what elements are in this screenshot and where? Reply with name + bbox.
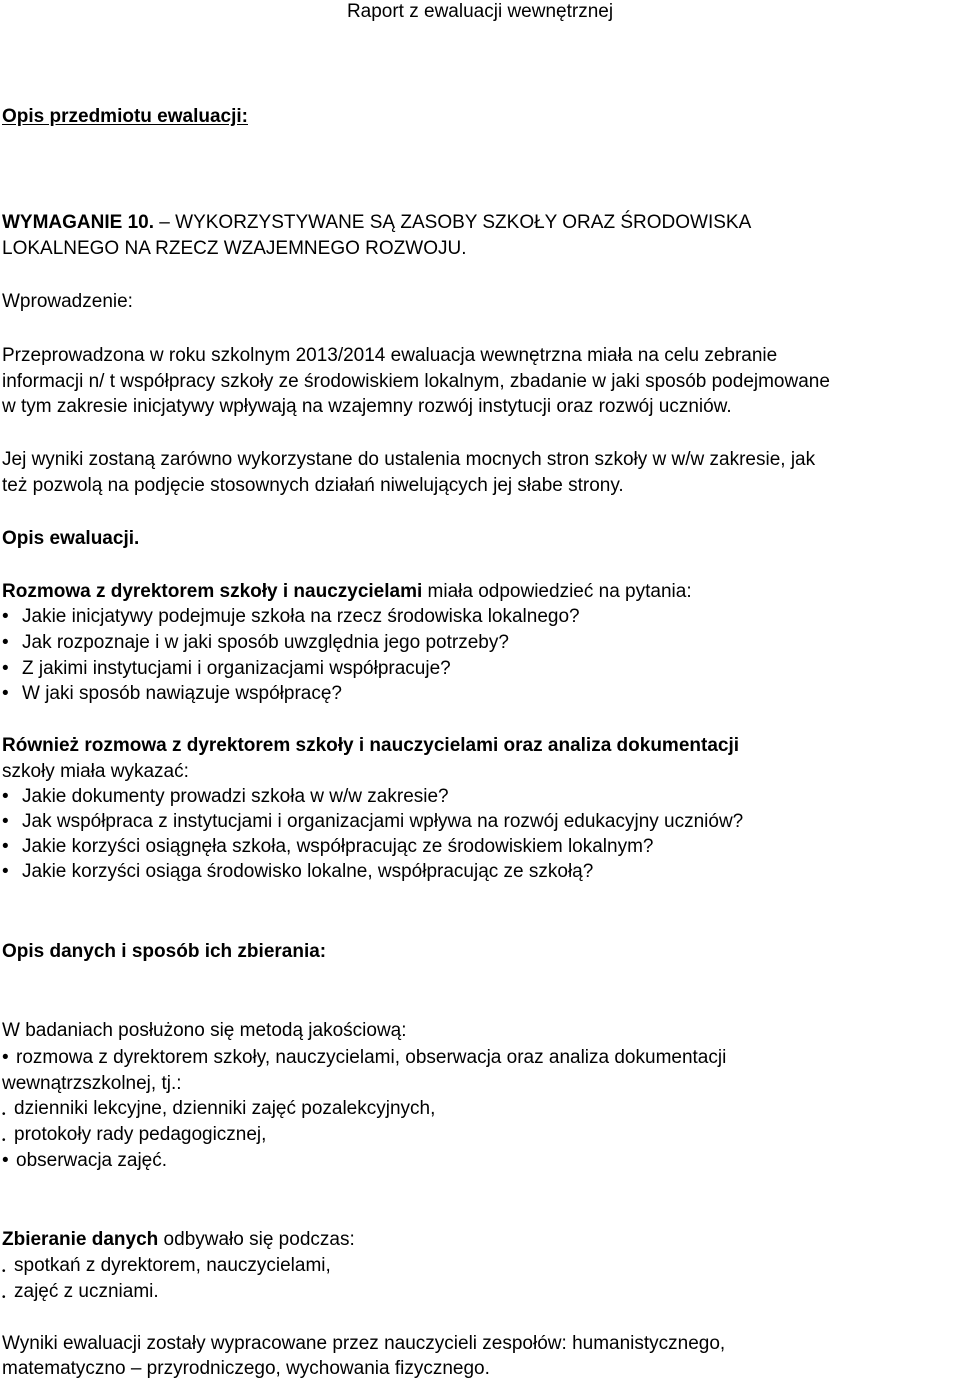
subject-heading: Opis przedmiotu ewaluacji: — [2, 106, 248, 127]
evaluation-block-1-intro — [2, 581, 692, 603]
bullet-icon: • — [2, 658, 9, 679]
bullet-icon: • — [2, 1135, 6, 1146]
intro-heading: Wprowadzenie: — [2, 291, 133, 312]
method-line-2: wewnątrzszkolnej, tj.: — [2, 1073, 182, 1094]
bullet-icon: • — [2, 632, 9, 653]
bullet-icon: • — [2, 786, 9, 807]
bullet-icon: • — [2, 1266, 6, 1277]
intro-paragraph-1-line-2: informacji n/ t współpracy szkoły ze środowiskiem lokalnym, zbadanie w jaki sposób podejmowane — [2, 371, 830, 392]
bullet-icon: • — [2, 836, 9, 857]
requirement-line-2: LOKALNEGO NA RZECZ WZAJEMNEGO ROZWOJU. — [2, 238, 467, 259]
intro-paragraph-2-line-2: też pozwolą na podjęcie stosownych działań niwelujących jej słabe strony. — [2, 475, 624, 496]
bullet-icon: • — [2, 606, 9, 627]
page-header-title: Raport z ewaluacji wewnętrznej — [346, 1, 614, 22]
evaluation-block-1-rest: miała odpowiedzieć na pytania: — [422, 581, 692, 602]
bullet-icon: • — [2, 861, 9, 882]
results-line-1: Wyniki ewaluacji zostały wypracowane przez nauczycieli zespołów: humanistycznego, — [2, 1333, 726, 1354]
intro-paragraph-2-line-1: Jej wyniki zostaną zarówno wykorzystane do ustalenia mocnych stron szkoły w w/w zakresie, jak — [2, 449, 816, 470]
requirement-line-1 — [2, 212, 751, 234]
intro-paragraph-1-line-3: w tym zakresie inicjatywy wpływają na wzajemny rozwój instytucji oraz rozwój uczniów. — [2, 396, 732, 417]
method-intro: W badaniach posłużono się metodą jakościową: — [2, 1020, 407, 1041]
bullet-icon: • — [2, 1047, 9, 1068]
bullet-icon: • — [2, 683, 9, 704]
bullet-icon: • — [2, 1292, 6, 1303]
requirement-number: WYMAGANIE 10. — [2, 212, 155, 233]
requirement-title-part: – WYKORZYSTYWANE SĄ ZASOBY SZKOŁY ORAZ ŚRODOWISKA — [154, 212, 752, 233]
results-line-2: matematyczno – przyrodniczego, wychowania fizycznego. — [2, 1358, 490, 1379]
gathering-rest: odbywało się podczas: — [158, 1229, 355, 1250]
intro-paragraph-1-line-1: Przeprowadzona w roku szkolnym 2013/2014 ewaluacja wewnętrzna miała na celu zebranie — [2, 345, 778, 366]
evaluation-block-2-rest: szkoły miała wykazać: — [2, 761, 189, 782]
bullet-icon: • — [2, 811, 9, 832]
bullet-icon: • — [2, 1150, 9, 1171]
evaluation-block-1-bold: Rozmowa z dyrektorem szkoły i nauczycielami — [2, 581, 423, 602]
gathering-bold: Zbieranie danych — [2, 1229, 159, 1250]
evaluation-block-2-bold: Również rozmowa z dyrektorem szkoły i nauczycielami oraz analiza dokumentacji — [2, 735, 740, 756]
gathering-intro — [2, 1229, 355, 1251]
data-collection-heading: Opis danych i sposób ich zbierania: — [2, 941, 327, 962]
evaluation-heading: Opis ewaluacji. — [2, 528, 140, 549]
bullet-icon: • — [2, 1109, 6, 1120]
